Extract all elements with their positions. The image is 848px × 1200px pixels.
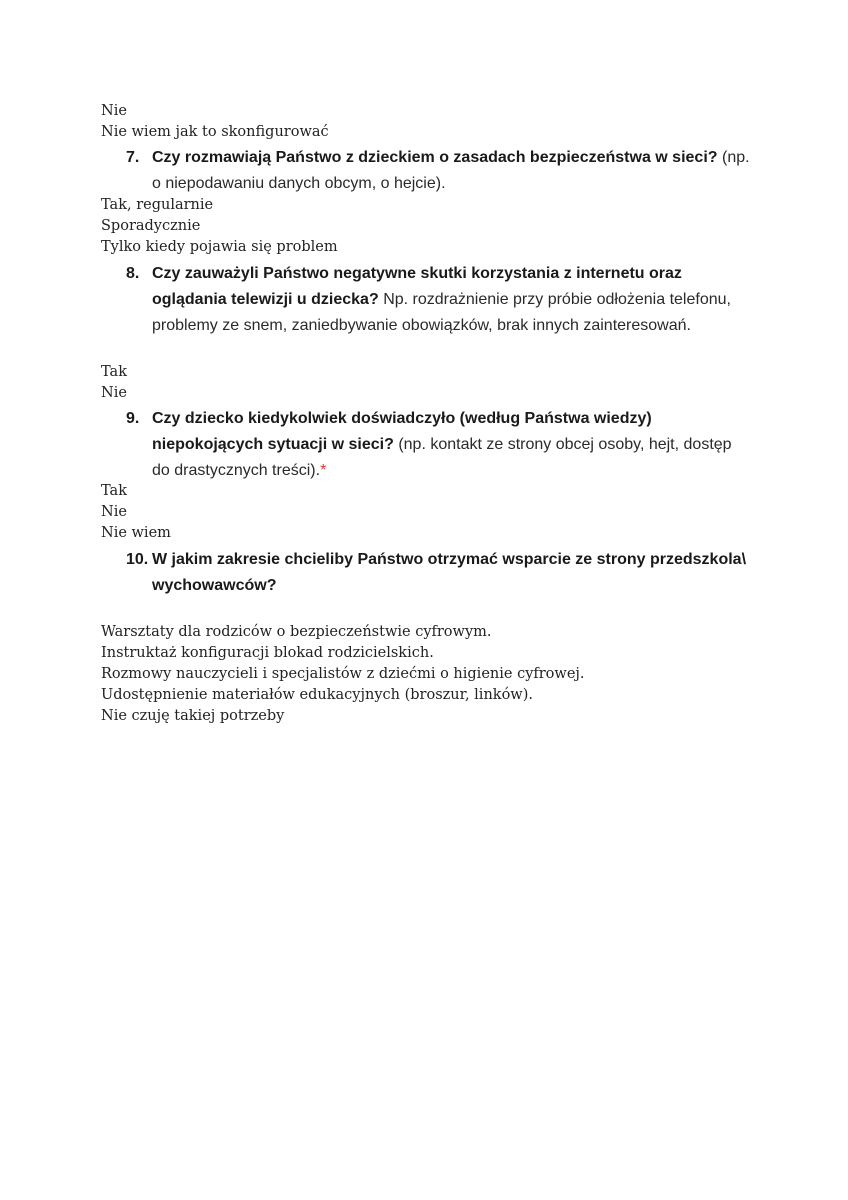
q9-option-tak: Tak xyxy=(101,483,127,499)
question-7-title: Czy rozmawiają Państwo z dzieckiem o zasadach bezpieczeństwa w sieci? xyxy=(152,149,718,166)
question-9-note: (np. kontakt ze strony obcej osoby, hejt, dostęp do drastycznych treści). xyxy=(152,436,732,479)
question-9-text xyxy=(152,406,752,484)
q7-option-sporadycznie: Sporadycznie xyxy=(101,218,201,234)
question-10-title: W jakim zakresie chcieliby Państwo otrzymać wsparcie ze strony przedszkola\ wychowawców? xyxy=(152,551,747,594)
question-7-note: (np. o niepodawaniu danych obcym, o hejcie). xyxy=(152,149,750,192)
question-7-number: 7. xyxy=(126,149,140,166)
q9-option-nie: Nie xyxy=(101,504,127,520)
q8-option-tak: Tak xyxy=(101,364,127,380)
q7-option-tak-regularnie: Tak, regularnie xyxy=(101,197,214,213)
question-8-number: 8. xyxy=(126,265,140,282)
required-mark: * xyxy=(320,462,327,479)
answer-option-nie-wiem-jak-skonfigurowac: Nie wiem jak to skonfigurować xyxy=(101,124,329,140)
q10-option-instruktaz: Instruktaż konfiguracji blokad rodzicielskich. xyxy=(101,645,434,661)
answer-option-nie: Nie xyxy=(101,103,127,119)
q10-option-udostepnienie: Udostępnienie materiałów edukacyjnych (broszur, linków). xyxy=(101,687,533,703)
q8-option-nie: Nie xyxy=(101,385,127,401)
question-8-text xyxy=(152,261,752,339)
q10-option-rozmowy: Rozmowy nauczycieli i specjalistów z dziećmi o higienie cyfrowej. xyxy=(101,666,585,682)
question-8-note: Np. rozdrażnienie przy próbie odłożenia telefonu, problemy ze snem, zaniedbywanie obowiązków, brak innych zainteresowań. xyxy=(152,291,731,334)
question-10-text xyxy=(152,547,752,599)
q10-option-nie-czuje-potrzeby: Nie czuję takiej potrzeby xyxy=(101,708,285,724)
question-9-number: 9. xyxy=(126,410,140,427)
question-9-title: Czy dziecko kiedykolwiek doświadczyło (według Państwa wiedzy) niepokojących sytuacji w sieci? xyxy=(152,410,652,453)
question-10-number: 10. xyxy=(126,551,149,568)
q10-option-warsztaty: Warsztaty dla rodziców o bezpieczeństwie cyfrowym. xyxy=(101,624,492,640)
q7-option-tylko-kiedy-problem: Tylko kiedy pojawia się problem xyxy=(101,239,338,255)
question-8-title: Czy zauważyli Państwo negatywne skutki korzystania z internetu oraz oglądania telewizji u dziecka? xyxy=(152,265,682,308)
q9-option-nie-wiem: Nie wiem xyxy=(101,525,171,541)
question-7-text xyxy=(152,145,752,197)
